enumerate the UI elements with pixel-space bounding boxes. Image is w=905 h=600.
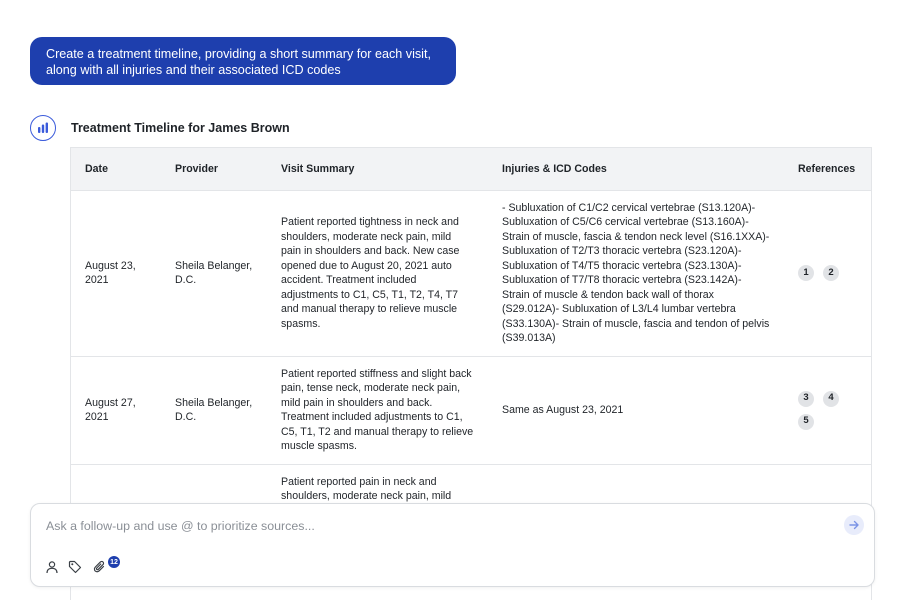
follow-up-composer — [30, 503, 875, 587]
reference-badge[interactable]: 1 — [798, 265, 814, 281]
user-message-text: Create a treatment timeline, providing a short summary for each visit, along with all injuries and their associated ICD codes — [46, 47, 431, 77]
attachment-count-badge: 12 — [108, 556, 120, 568]
cell-date: August 23, 2021 — [71, 190, 161, 356]
cell-visit-summary: Patient reported tightness in neck and shoulders, moderate neck pain, mild pain in shoulders and back. New case opened due to August 20, 2021 auto accident. Treatment included adjustments to C1, C5, T1, T2, T4, T7 and manual therapy to relieve muscle spasms. — [267, 190, 488, 356]
follow-up-input[interactable] — [46, 519, 826, 533]
table-header-row — [71, 148, 871, 190]
cell-injuries: - Subluxation of C1/C2 cervical vertebrae (S13.120A)- Subluxation of C5/C6 cervical vertebrae (S13.160A)- Strain of muscle, fascia & tendon neck level (S16.1XXA)- Subluxation of T2/T3 thoracic vertebra (S23.120A)- Subluxation of T4/T5 thoracic vertebra (S23.130A)- Subluxation of T7/T8 thoracic vertebra (S23.142A)- Strain of muscle & tendon back wall of thorax (S29.012A)- Subluxation of L3/L4 lumbar vertebra (S33.130A)- Strain of muscle, fascia and tendon of pelvis (S39.013A) — [488, 190, 784, 356]
arrow-right-icon — [848, 519, 860, 531]
cell-provider: Sheila Belanger, D.C. — [161, 190, 267, 356]
cell-provider: Sheila Belanger, D.C. — [161, 356, 267, 464]
cell-visit-summary: Patient reported stiffness and slight back pain, tense neck, moderate neck pain, mild pain in shoulders and back. Treatment included adjustments to C1, C5, T1, T2 and manual therapy to relieve muscle spasms. — [267, 356, 488, 464]
response-title: Treatment Timeline for James Brown — [71, 121, 290, 135]
reference-badge[interactable]: 4 — [823, 391, 839, 407]
header-visit-summary: Visit Summary — [267, 148, 488, 190]
cell-visit-summary: Patient reported pain in neck and shoulders, moderate neck pain, mild — [267, 464, 488, 514]
header-date: Date — [71, 148, 161, 190]
user-mention-button[interactable] — [44, 559, 60, 575]
assistant-logo-icon — [30, 115, 56, 141]
attach-button[interactable] — [92, 559, 108, 575]
tag-icon — [68, 560, 82, 574]
send-button[interactable] — [844, 515, 864, 535]
reference-badge[interactable]: 5 — [798, 414, 814, 430]
cell-references — [784, 190, 871, 356]
cell-date: August 27, 2021 — [71, 356, 161, 464]
paperclip-icon — [93, 560, 107, 574]
cell-references — [784, 356, 871, 464]
cell-injuries: Same as August 23, 2021 — [488, 356, 784, 464]
user-message-bubble — [30, 37, 456, 85]
header-injuries-icd: Injuries & ICD Codes — [488, 148, 784, 190]
user-icon — [45, 560, 59, 574]
reference-badge[interactable]: 3 — [798, 391, 814, 407]
header-references: References — [784, 148, 871, 190]
header-provider: Provider — [161, 148, 267, 190]
table-row — [71, 356, 871, 464]
reference-badge[interactable]: 2 — [823, 265, 839, 281]
tag-button[interactable] — [67, 559, 83, 575]
table-row — [71, 190, 871, 356]
